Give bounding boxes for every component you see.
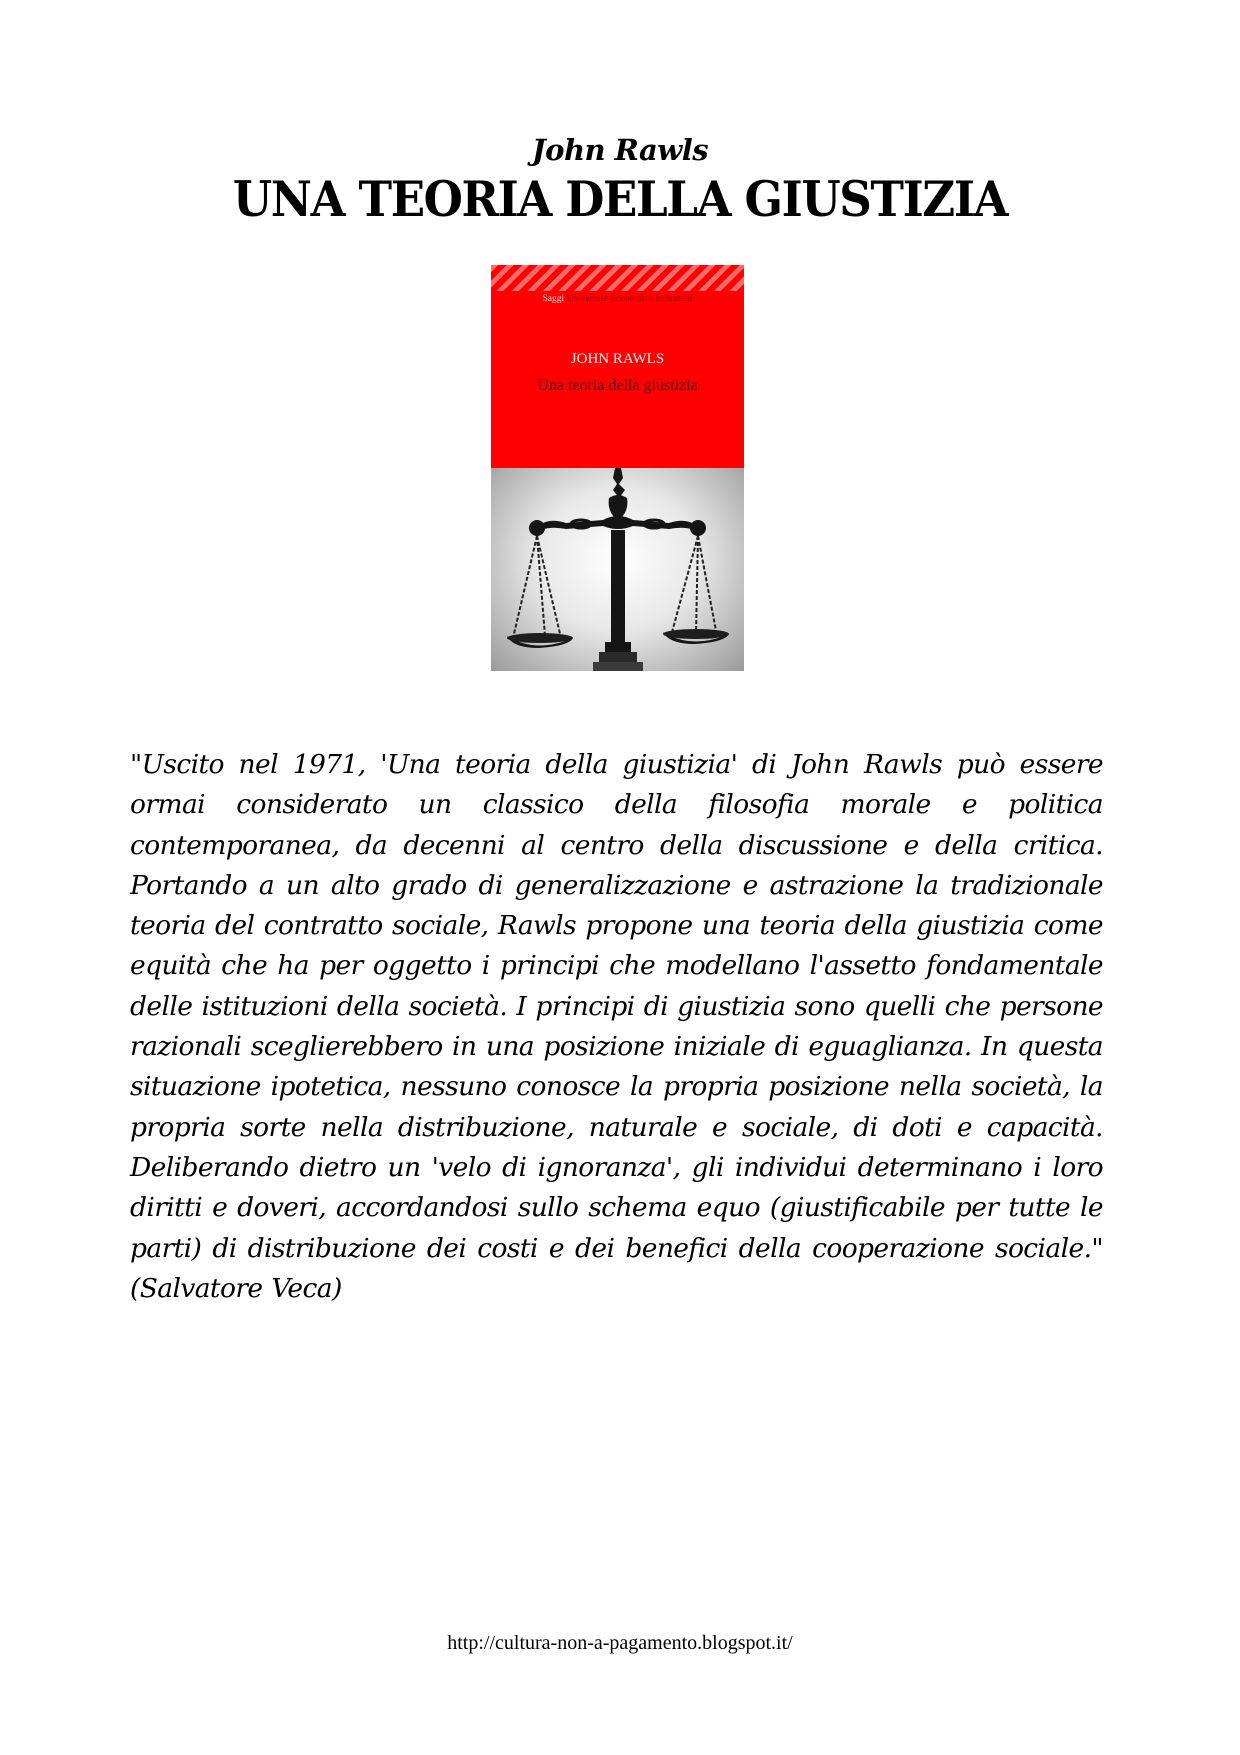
cover-series-prefix: Saggi [542,294,565,304]
footer-url: http://cultura-non-a-pagamento.blogspot.it/ [447,1632,793,1654]
cover-author: JOHN RAWLS [570,351,665,367]
cover-red-panel [491,265,744,468]
cover-title: Una teoria della giustizia [537,377,698,394]
cover-series [491,294,744,304]
cover-stripes [491,265,744,291]
scales-of-justice-icon [491,468,744,671]
page-title: UNA TEORIA DELLA GIUSTIZIA [232,170,1008,228]
book-cover-image [491,265,744,671]
cover-series-name: Universale Economica Feltrinelli [566,294,693,304]
book-description-quote: "Uscito nel 1971, 'Una teoria della giustizia' di John Rawls può essere ormai considerato un classico della filosofia morale e politica contemporanea, da decenni al centro della discussione e della critica. Portando a un alto grado di generalizzazione e astrazione la tradizionale teoria del contratto sociale, Rawls propone una teoria della giustizia come equità che ha per oggetto i principi che modellano l'assetto fondamentale delle istituzioni della società. I principi di giustizia sono quelli che persone razionali sceglierebbero in una posizione iniziale di eguaglianza. In questa situazione ipotetica, nessuno conosce la propria posizione nella società, la propria sorte nella distribuzione, naturale e sociale, di doti e capacità. Deliberando dietro un 'velo di ignoranza', gli individui determinano i loro diritti e doveri, accordandosi sullo schema equo (giustificabile per tutte le parti) di distribuzione dei costi e dei benefici della cooperazione sociale." (Salvatore Veca) [130,749,1103,1304]
cover-photo [491,468,744,671]
author-name: John Rawls [531,133,709,167]
